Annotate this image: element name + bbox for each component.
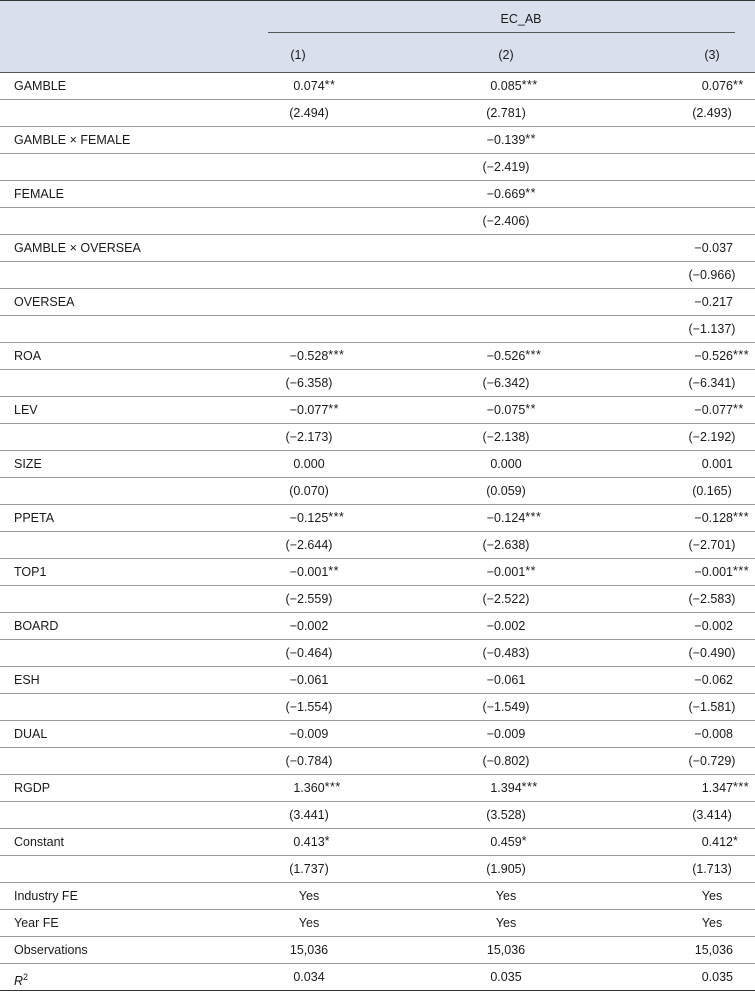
cell-value: (−2.559) bbox=[285, 592, 333, 606]
significance-stars: *** bbox=[525, 510, 542, 524]
cell-value: (1.737) bbox=[289, 862, 329, 876]
cell-col-2 bbox=[446, 424, 566, 451]
cell-col-3 bbox=[652, 883, 755, 910]
cell-col-3 bbox=[633, 829, 739, 856]
cell-value: (−2.192) bbox=[688, 430, 736, 444]
cell-col-3 bbox=[633, 721, 733, 748]
table-row bbox=[0, 613, 755, 640]
cell-value: (−0.483) bbox=[482, 646, 530, 660]
row-label: ROA bbox=[14, 349, 42, 363]
significance-stars: ** bbox=[525, 132, 537, 146]
cell-value: (−2.173) bbox=[285, 430, 333, 444]
cell-col-2 bbox=[446, 127, 566, 154]
table-row bbox=[0, 937, 755, 964]
significance-stars: ** bbox=[733, 78, 744, 92]
cell-col-2 bbox=[446, 343, 566, 370]
significance-stars: *** bbox=[733, 510, 750, 524]
cell-col-2 bbox=[446, 694, 566, 721]
cell-value: −0.062 bbox=[694, 673, 733, 687]
cell-col-1 bbox=[249, 73, 369, 100]
column-header-2: (2) bbox=[498, 48, 514, 62]
cell-value: (−0.784) bbox=[285, 754, 333, 768]
cell-value: (0.070) bbox=[289, 484, 329, 498]
cell-col-1 bbox=[249, 667, 369, 694]
cell-col-1 bbox=[249, 937, 369, 964]
cell-col-2 bbox=[446, 478, 566, 505]
cell-value: −0.002 bbox=[694, 619, 733, 633]
cell-value: 0.076 bbox=[701, 79, 733, 93]
cell-col-3 bbox=[633, 964, 733, 991]
label-superscript: 2 bbox=[23, 972, 29, 982]
table-row bbox=[0, 397, 755, 424]
cell-value: (2.781) bbox=[486, 106, 526, 120]
cell-value: −0.008 bbox=[694, 727, 733, 741]
cell-col-1 bbox=[249, 478, 369, 505]
row-label: Year FE bbox=[14, 916, 59, 930]
cell-value: (−2.406) bbox=[482, 214, 530, 228]
cell-value: 0.035 bbox=[701, 970, 733, 984]
cell-value: −0.528 bbox=[289, 349, 329, 363]
row-label: DUAL bbox=[14, 727, 48, 741]
cell-col-2 bbox=[446, 829, 566, 856]
cell-value: −0.001 bbox=[486, 565, 526, 579]
cell-col-2 bbox=[446, 856, 566, 883]
cell-value: (−1.581) bbox=[688, 700, 736, 714]
cell-value: (0.059) bbox=[486, 484, 526, 498]
cell-value: (2.493) bbox=[692, 106, 732, 120]
column-header-3: (3) bbox=[704, 48, 720, 62]
cell-col-2 bbox=[446, 181, 566, 208]
row-label: Constant bbox=[14, 835, 65, 849]
cell-value: −0.139 bbox=[486, 133, 526, 147]
cell-col-2 bbox=[446, 802, 566, 829]
cell-col-1 bbox=[249, 100, 369, 127]
cell-col-1 bbox=[249, 343, 369, 370]
cell-col-1 bbox=[249, 532, 369, 559]
cell-col-3 bbox=[652, 802, 755, 829]
cell-col-3 bbox=[652, 586, 755, 613]
cell-value: (−2.138) bbox=[482, 430, 530, 444]
table-row bbox=[0, 586, 755, 613]
significance-stars: * bbox=[521, 834, 528, 848]
row-label: BOARD bbox=[14, 619, 59, 633]
cell-col-2 bbox=[446, 100, 566, 127]
table-row bbox=[0, 721, 755, 748]
row-label: GAMBLE × OVERSEA bbox=[14, 241, 141, 255]
row-label: LEV bbox=[14, 403, 38, 417]
cell-col-3 bbox=[652, 910, 755, 937]
cell-value: Yes bbox=[298, 889, 320, 903]
row-label: OVERSEA bbox=[14, 295, 75, 309]
cell-value: (−0.802) bbox=[482, 754, 530, 768]
cell-col-3 bbox=[633, 775, 750, 802]
cell-col-2 bbox=[446, 370, 566, 397]
cell-col-1 bbox=[249, 883, 369, 910]
cell-value: (−1.137) bbox=[688, 322, 736, 336]
table-row bbox=[0, 289, 755, 316]
cell-value: (3.528) bbox=[486, 808, 526, 822]
significance-stars: ** bbox=[328, 402, 340, 416]
table-row bbox=[0, 208, 755, 235]
row-label: $R^2$ bbox=[14, 972, 29, 989]
cell-col-3 bbox=[652, 532, 755, 559]
cell-value: −0.125 bbox=[289, 511, 329, 525]
cell-value: (−1.554) bbox=[285, 700, 333, 714]
cell-value: (−2.638) bbox=[482, 538, 530, 552]
row-label: TOP1 bbox=[14, 565, 47, 579]
table-row bbox=[0, 181, 755, 208]
cell-col-3 bbox=[633, 937, 733, 964]
cell-col-3 bbox=[652, 262, 755, 289]
cell-value: (3.414) bbox=[692, 808, 732, 822]
cell-col-1 bbox=[249, 505, 369, 532]
significance-stars: ** bbox=[324, 78, 336, 92]
row-label: Observations bbox=[14, 943, 88, 957]
cell-value: 0.085 bbox=[490, 79, 522, 93]
cell-value: (−2.701) bbox=[688, 538, 736, 552]
cell-col-3 bbox=[633, 667, 733, 694]
cell-value: 15,036 bbox=[289, 943, 329, 957]
cell-col-3 bbox=[633, 235, 733, 262]
cell-col-1 bbox=[249, 694, 369, 721]
cell-col-3 bbox=[652, 694, 755, 721]
cell-value: 0.000 bbox=[490, 457, 522, 471]
cell-value: −0.009 bbox=[486, 727, 526, 741]
cell-col-2 bbox=[446, 640, 566, 667]
dependent-variable-title: EC_AB bbox=[500, 12, 542, 26]
cell-col-1 bbox=[249, 856, 369, 883]
cell-value: (3.441) bbox=[289, 808, 329, 822]
cell-value: 0.000 bbox=[293, 457, 325, 471]
cell-col-1 bbox=[249, 910, 369, 937]
cell-value: (−6.358) bbox=[285, 376, 333, 390]
cell-col-1 bbox=[249, 721, 369, 748]
cell-value: Yes bbox=[701, 916, 723, 930]
table-row bbox=[0, 262, 755, 289]
cell-value: 0.412 bbox=[701, 835, 733, 849]
table-row bbox=[0, 235, 755, 262]
significance-stars: ** bbox=[733, 402, 744, 416]
row-label: FEMALE bbox=[14, 187, 65, 201]
significance-stars: ** bbox=[525, 402, 537, 416]
cell-value: (1.713) bbox=[692, 862, 732, 876]
significance-stars: * bbox=[324, 834, 331, 848]
cell-col-1 bbox=[249, 829, 369, 856]
cell-value: (−6.341) bbox=[688, 376, 736, 390]
cell-col-2 bbox=[446, 775, 566, 802]
cell-value: 1.360 bbox=[293, 781, 325, 795]
cell-col-1 bbox=[249, 370, 369, 397]
cell-value: Yes bbox=[495, 916, 517, 930]
significance-stars: ** bbox=[328, 564, 340, 578]
cell-col-3 bbox=[652, 316, 755, 343]
table-row bbox=[0, 532, 755, 559]
table-row bbox=[0, 883, 755, 910]
cell-value: −0.037 bbox=[694, 241, 733, 255]
cell-value: −0.124 bbox=[486, 511, 526, 525]
cell-value: Yes bbox=[701, 889, 723, 903]
table-row bbox=[0, 505, 755, 532]
table-row bbox=[0, 154, 755, 181]
cell-value: Yes bbox=[495, 889, 517, 903]
table-row bbox=[0, 73, 755, 100]
cell-value: −0.077 bbox=[289, 403, 329, 417]
cell-value: (−2.583) bbox=[688, 592, 736, 606]
cell-col-3 bbox=[633, 505, 750, 532]
cell-col-3 bbox=[652, 856, 755, 883]
significance-stars: *** bbox=[521, 780, 538, 794]
table-row bbox=[0, 478, 755, 505]
table-row bbox=[0, 316, 755, 343]
significance-stars: *** bbox=[328, 348, 345, 362]
table-row bbox=[0, 451, 755, 478]
cell-value: −0.002 bbox=[486, 619, 526, 633]
significance-stars: *** bbox=[733, 348, 750, 362]
cell-value: (0.165) bbox=[692, 484, 732, 498]
cell-col-2 bbox=[446, 883, 566, 910]
cell-col-2 bbox=[446, 613, 566, 640]
cell-col-2 bbox=[446, 208, 566, 235]
significance-stars: *** bbox=[521, 78, 538, 92]
table-row bbox=[0, 964, 755, 991]
cell-col-3 bbox=[652, 478, 755, 505]
cell-value: Yes bbox=[298, 916, 320, 930]
table-row bbox=[0, 100, 755, 127]
cell-col-3 bbox=[652, 748, 755, 775]
cell-col-2 bbox=[446, 532, 566, 559]
cell-value: (−6.342) bbox=[482, 376, 530, 390]
table-body bbox=[0, 73, 755, 991]
column-header-1: (1) bbox=[290, 48, 306, 62]
row-label: SIZE bbox=[14, 457, 42, 471]
cell-value: −0.669 bbox=[486, 187, 526, 201]
cell-col-2 bbox=[446, 721, 566, 748]
cell-col-1 bbox=[249, 802, 369, 829]
cell-col-1 bbox=[249, 748, 369, 775]
cell-col-2 bbox=[446, 910, 566, 937]
table-row bbox=[0, 424, 755, 451]
row-label: Industry FE bbox=[14, 889, 78, 903]
cell-col-3 bbox=[633, 451, 733, 478]
cell-col-1 bbox=[249, 451, 369, 478]
cell-value: 0.035 bbox=[490, 970, 522, 984]
cell-col-2 bbox=[446, 73, 566, 100]
cell-value: (−0.729) bbox=[688, 754, 736, 768]
cell-value: 0.034 bbox=[293, 970, 325, 984]
cell-value: −0.217 bbox=[694, 295, 733, 309]
cell-col-1 bbox=[249, 424, 369, 451]
table-row bbox=[0, 748, 755, 775]
cell-value: −0.526 bbox=[486, 349, 526, 363]
cell-col-3 bbox=[652, 640, 755, 667]
cell-col-2 bbox=[446, 154, 566, 181]
row-label: GAMBLE × FEMALE bbox=[14, 133, 131, 147]
significance-stars: *** bbox=[733, 780, 750, 794]
cell-value: (−1.549) bbox=[482, 700, 530, 714]
cell-value: (−2.522) bbox=[482, 592, 530, 606]
cell-value: −0.061 bbox=[486, 673, 526, 687]
cell-col-3 bbox=[633, 559, 750, 586]
table-row bbox=[0, 775, 755, 802]
cell-value: (−0.966) bbox=[688, 268, 736, 282]
cell-value: −0.075 bbox=[486, 403, 526, 417]
cell-value: 1.394 bbox=[490, 781, 522, 795]
cell-col-2 bbox=[446, 667, 566, 694]
table-row bbox=[0, 694, 755, 721]
table-row bbox=[0, 667, 755, 694]
cell-value: (−2.419) bbox=[482, 160, 530, 174]
cell-value: 0.074 bbox=[293, 79, 325, 93]
row-label: PPETA bbox=[14, 511, 55, 525]
significance-stars: ** bbox=[525, 186, 537, 200]
cell-col-1 bbox=[249, 964, 369, 991]
row-label: GAMBLE bbox=[14, 79, 67, 93]
cell-value: (−2.644) bbox=[285, 538, 333, 552]
significance-stars: *** bbox=[324, 780, 341, 794]
significance-stars: ** bbox=[525, 564, 537, 578]
cell-value: −0.001 bbox=[289, 565, 329, 579]
table-row bbox=[0, 370, 755, 397]
table-row bbox=[0, 640, 755, 667]
cell-value: 0.001 bbox=[701, 457, 733, 471]
significance-stars: *** bbox=[733, 564, 750, 578]
cell-col-1 bbox=[249, 559, 369, 586]
cell-col-3 bbox=[633, 613, 733, 640]
cell-value: −0.009 bbox=[289, 727, 329, 741]
significance-stars: *** bbox=[328, 510, 345, 524]
cell-value: −0.002 bbox=[289, 619, 329, 633]
cell-col-2 bbox=[446, 937, 566, 964]
cell-value: −0.526 bbox=[694, 349, 733, 363]
significance-stars: * bbox=[733, 834, 739, 848]
table-row bbox=[0, 127, 755, 154]
cell-col-1 bbox=[249, 613, 369, 640]
cell-value: −0.128 bbox=[694, 511, 733, 525]
cell-value: 0.413 bbox=[293, 835, 325, 849]
cell-col-2 bbox=[446, 397, 566, 424]
table-row bbox=[0, 829, 755, 856]
header-rule bbox=[268, 32, 735, 33]
cell-col-3 bbox=[633, 73, 744, 100]
cell-col-1 bbox=[249, 397, 369, 424]
cell-value: 1.347 bbox=[701, 781, 733, 795]
table-row bbox=[0, 910, 755, 937]
cell-col-3 bbox=[633, 289, 733, 316]
cell-value: (1.905) bbox=[486, 862, 526, 876]
cell-col-2 bbox=[446, 748, 566, 775]
cell-col-2 bbox=[446, 586, 566, 613]
cell-col-2 bbox=[446, 505, 566, 532]
cell-col-3 bbox=[633, 397, 744, 424]
cell-value: 15,036 bbox=[486, 943, 526, 957]
cell-col-2 bbox=[446, 559, 566, 586]
cell-value: −0.001 bbox=[694, 565, 733, 579]
cell-col-3 bbox=[633, 343, 750, 370]
cell-col-2 bbox=[446, 451, 566, 478]
table-row bbox=[0, 856, 755, 883]
cell-value: −0.077 bbox=[694, 403, 733, 417]
row-label: RGDP bbox=[14, 781, 51, 795]
cell-col-3 bbox=[652, 424, 755, 451]
cell-col-1 bbox=[249, 640, 369, 667]
table-row bbox=[0, 802, 755, 829]
cell-value: 15,036 bbox=[694, 943, 733, 957]
significance-stars: *** bbox=[525, 348, 542, 362]
cell-col-3 bbox=[652, 100, 755, 127]
cell-col-1 bbox=[249, 586, 369, 613]
cell-value: (2.494) bbox=[289, 106, 329, 120]
table-header bbox=[0, 0, 755, 73]
table-row bbox=[0, 343, 755, 370]
row-label: ESH bbox=[14, 673, 40, 687]
cell-value: (−0.464) bbox=[285, 646, 333, 660]
cell-col-2 bbox=[446, 964, 566, 991]
cell-value: −0.061 bbox=[289, 673, 329, 687]
cell-col-3 bbox=[652, 370, 755, 397]
cell-value: 0.459 bbox=[490, 835, 522, 849]
table-row bbox=[0, 559, 755, 586]
cell-value: (−0.490) bbox=[688, 646, 736, 660]
cell-col-1 bbox=[249, 775, 369, 802]
